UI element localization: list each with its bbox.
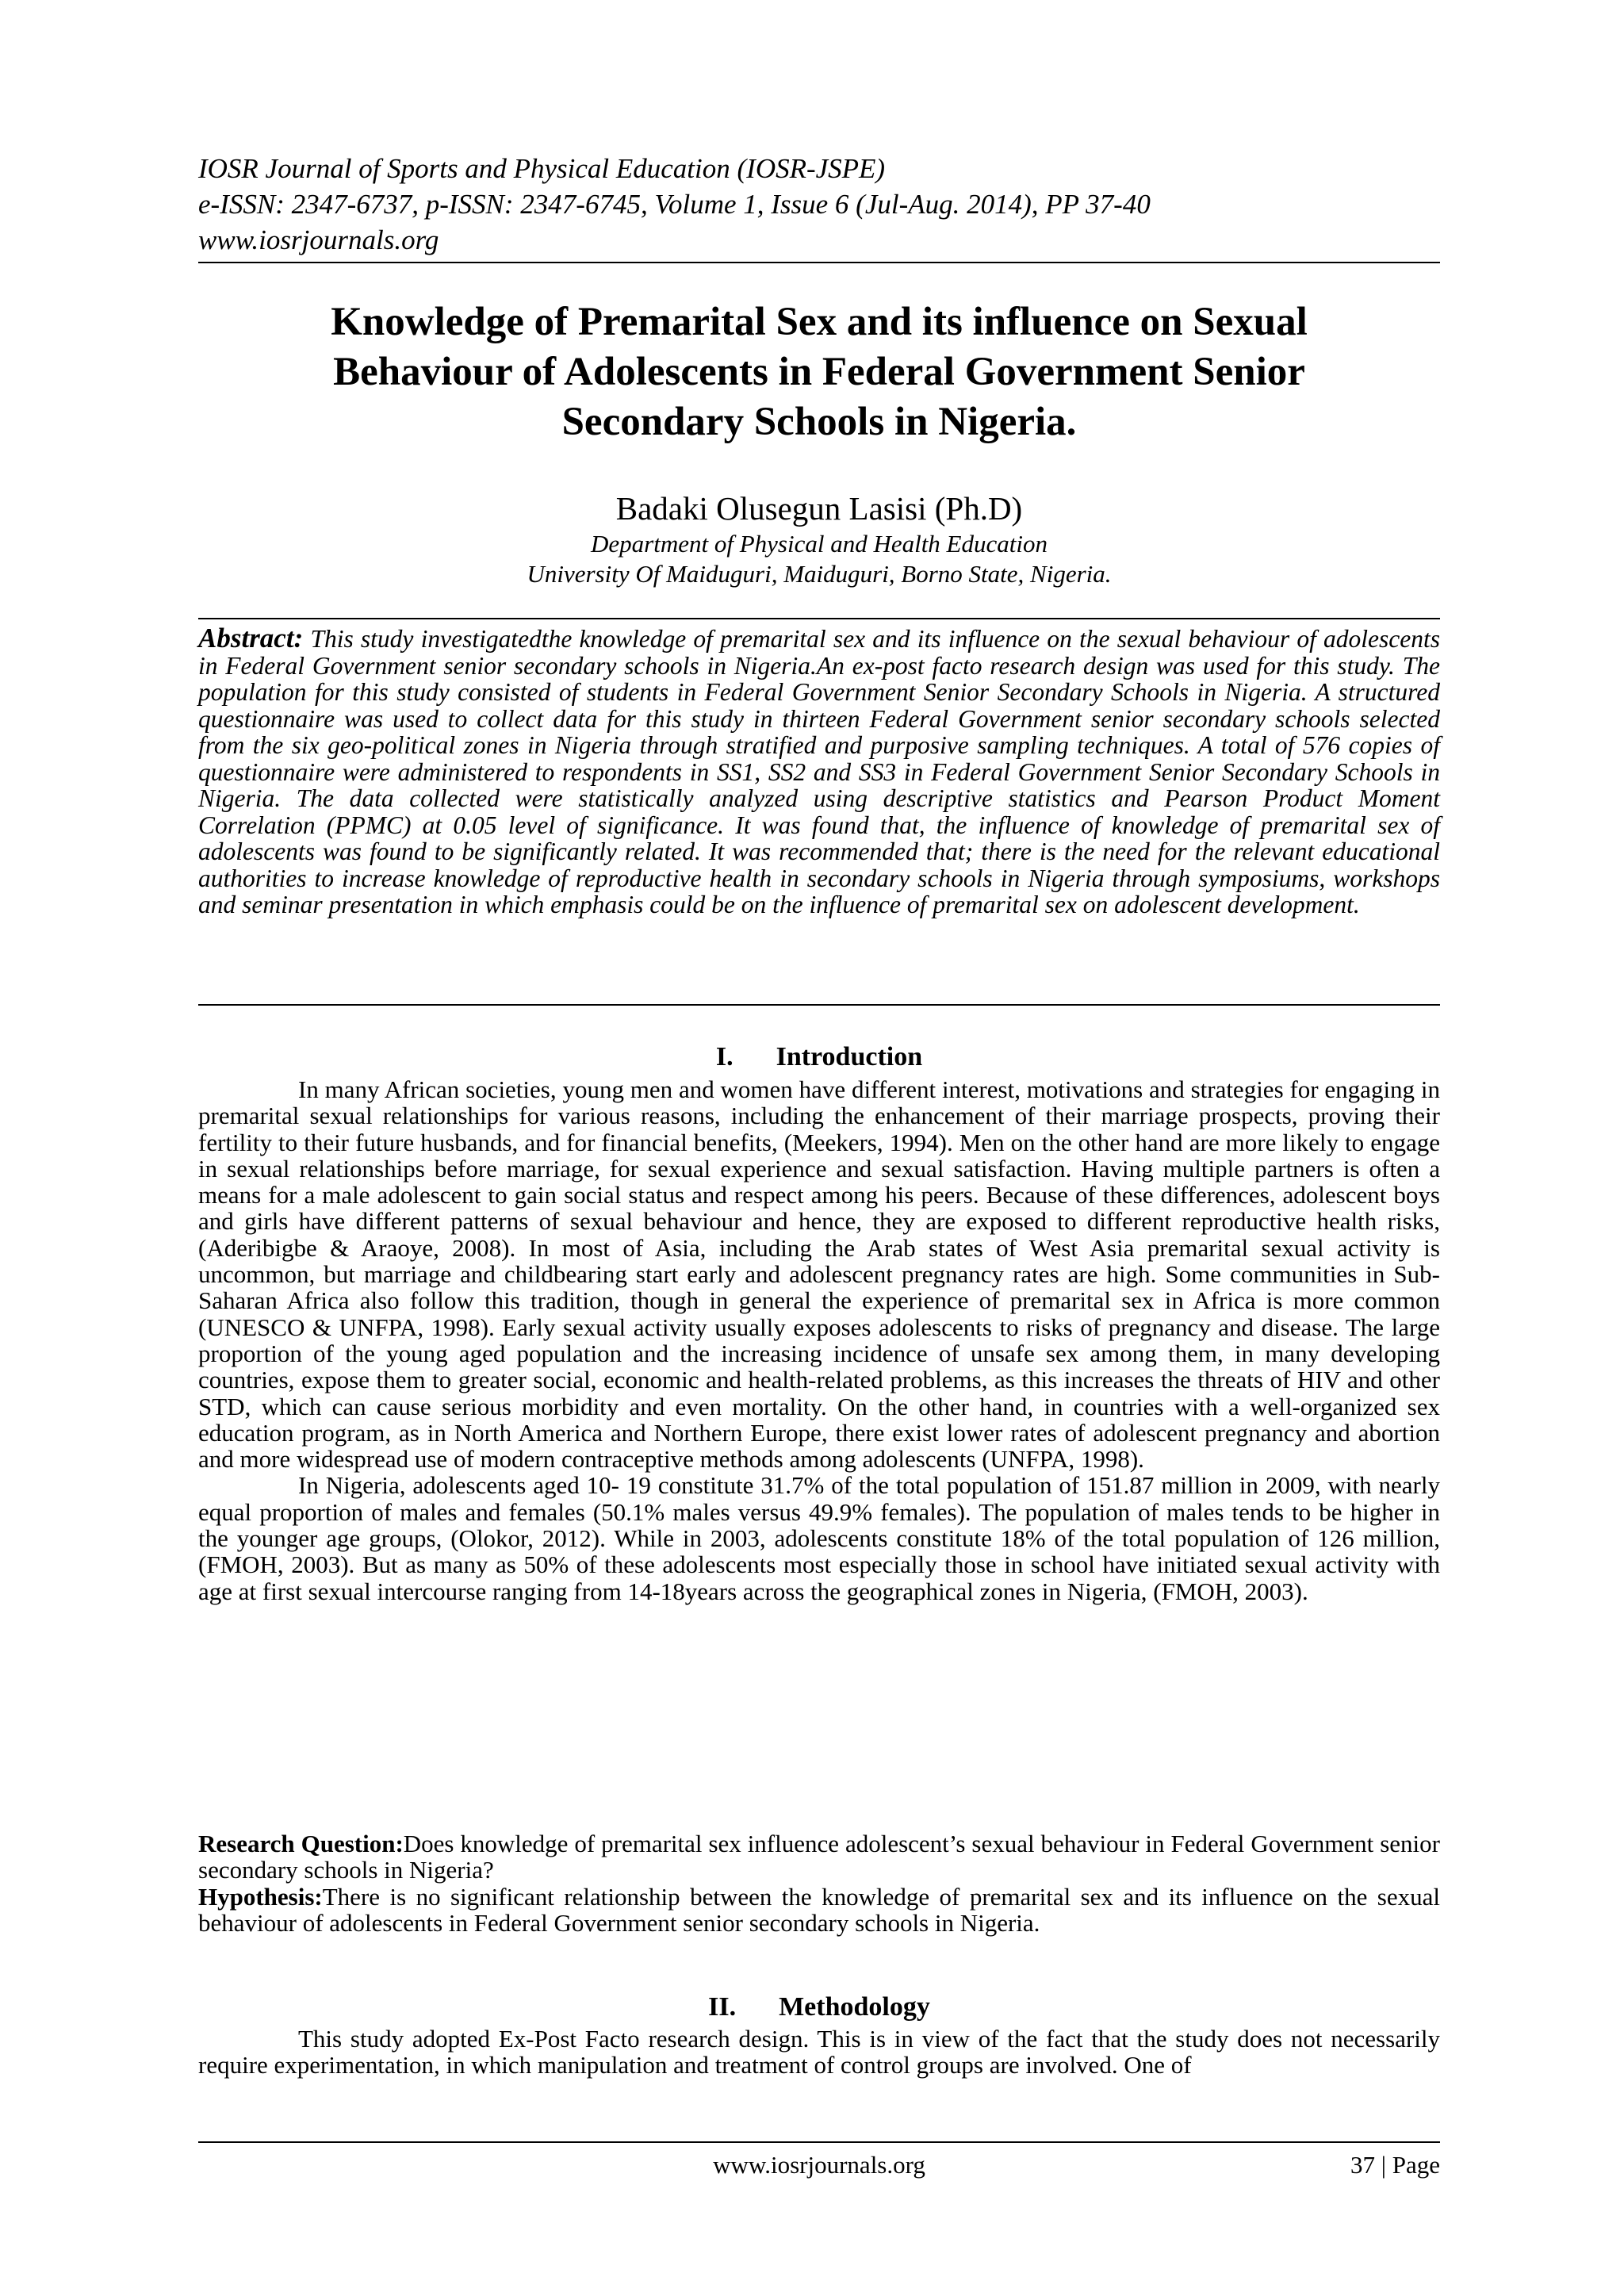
- section-title: Introduction: [776, 1042, 923, 1071]
- paper-title: Knowledge of Premarital Sex and its influence on Sexual Behaviour of Adolescents in Federal Government Senior Secondary Schools in Nigeria.: [331, 300, 1308, 444]
- author-block: [198, 488, 1440, 589]
- journal-header: [198, 151, 1440, 258]
- abstract-bottom-rule: [198, 1004, 1440, 1006]
- research-question-block: [198, 1830, 1440, 1936]
- abstract-label: Abstract:: [198, 623, 304, 654]
- section-title: Methodology: [779, 1992, 930, 2022]
- section-number: II.: [708, 1992, 737, 2022]
- abstract: [198, 625, 1440, 918]
- methodology-body: [198, 2026, 1440, 2079]
- paragraph: This study adopted Ex-Post Facto research design. This is in view of the fact that the study does not necessarily require experimentation, in which manipulation and treatment of control groups are involved. One of: [198, 2025, 1440, 2079]
- journal-name: IOSR Journal of Sports and Physical Education (IOSR-JSPE): [198, 153, 886, 184]
- abstract-text: This study investigatedthe knowledge of premarital sex and its influence on the sexual behaviour of adolescents in Federal Government senior secondary schools in Nigeria.An ex-post facto research design was used for this study. The population for this study consisted of students in Federal Government Senior Secondary Schools in Nigeria. A structured questionnaire was used to collect data for this study in thirteen Federal Government senior secondary schools selected from the six geo-political zones in Nigeria through stratified and purposive sampling techniques. A total of 576 copies of questionnaire were administered to respondents in SS1, SS2 and SS3 in Federal Government Senior Secondary Schools in Nigeria. The data collected were statistically analyzed using descriptive statistics and Pearson Product Moment Correlation (PPMC) at 0.05 level of significance. It was found that, the influence of knowledge of premarital sex of adolescents was found to be significantly related. It was recommended that; there is the need for the relevant educational authorities to increase knowledge of reproductive health in secondary schools in Nigeria through symposiums, workshops and seminar presentation in which emphasis could be on the influence of premarital sex on adolescent development.: [198, 625, 1441, 918]
- footer-website: www.iosrjournals.org: [713, 2151, 925, 2179]
- hypothesis-text: There is no significant relationship between the knowledge of premarital sex and its influence on the sexual behaviour of adolescents in Federal Government senior secondary schools in Nigeria.: [198, 1882, 1440, 1937]
- paragraph: In many African societies, young men and women have different interest, motivations and strategies for engaging in premarital sexual relationships for various reasons, including the enhancement of their marriage prospects, proving their fertility to their future husbands, and for financial benefits, (Meekers, 1994). Men on the other hand are more likely to engage in sexual relationships before marriage, for sexual experience and sexual satisfaction. Having multiple partners is often a means for a male adolescent to gain social status and respect among his peers. Because of these differences, adolescent boys and girls have different patterns of sexual behaviour and hence, they are exposed to different reproductive health risks, (Aderibigbe & Araoye, 2008). In most of Asia, including the Arab states of West Asia premarital sexual activity is uncommon, but marriage and childbearing start early and adolescent pregnancy rates are high. Some communities in Sub-Saharan Africa also follow this tradition, though in general the experience of premarital sex in Africa is more common (UNESCO & UNFPA, 1998). Early sexual activity usually exposes adolescents to risks of pregnancy and disease. The large proportion of the young aged population and the increasing incidence of unsafe sex among them, in many developing countries, expose them to greater social, economic and health-related problems, as this increases the threats of HIV and other STD, which can cause serious morbidity and even mortality. On the other hand, in countries with a well-organized sex education program, as in North America and Northern Europe, there exist lower rates of adolescent pregnancy and abortion and more widespread use of modern contraceptive methods among adolescents (UNFPA, 1998).: [198, 1075, 1440, 1474]
- paragraph: In Nigeria, adolescents aged 10- 19 constitute 31.7% of the total population of 151.87 million in 2009, with nearly equal proportion of males and females (50.1% males versus 49.9% females). The population of males tends to be higher in the younger age groups, (Olokor, 2012). While in 2003, adolescents constitute 18% of the total population of 126 million, (FMOH, 2003). But as many as 50% of these adolescents most especially those in school have initiated sexual activity with age at first sexual intercourse ranging from 14-18years across the geographical zones in Nigeria, (FMOH, 2003).: [198, 1471, 1440, 1605]
- journal-website: www.iosrjournals.org: [198, 224, 439, 255]
- issn-line: e-ISSN: 2347-6737, p-ISSN: 2347-6745, Volume 1, Issue 6 (Jul-Aug. 2014), PP 37-40: [198, 189, 1151, 220]
- paper-page: [198, 0, 1440, 2296]
- author-university: University Of Maiduguri, Maiduguri, Borno State, Nigeria.: [527, 560, 1112, 588]
- hypothesis-label: Hypothesis:: [198, 1882, 323, 1911]
- author-department: Department of Physical and Health Education: [591, 530, 1048, 558]
- abstract-top-rule: [198, 618, 1440, 619]
- research-question-label: Research Question:: [198, 1830, 404, 1857]
- research-question-text: Does knowledge of premarital sex influence adolescent’s sexual behaviour in Federal Government senior secondary schools in Nigeria?: [198, 1830, 1440, 1884]
- research-question: [198, 1830, 1440, 1884]
- hypothesis: [198, 1884, 1440, 1937]
- section-heading-methodology: [198, 1991, 1440, 2023]
- introduction-body: [198, 1076, 1440, 1604]
- header-rule: [198, 262, 1440, 263]
- page-number: 37 | Page: [1350, 2151, 1440, 2179]
- section-number: I.: [715, 1042, 733, 1071]
- author-name: Badaki Olusegun Lasisi (Ph.D): [615, 490, 1023, 527]
- footer-rule: [198, 2141, 1440, 2143]
- section-heading-introduction: [198, 1041, 1440, 1073]
